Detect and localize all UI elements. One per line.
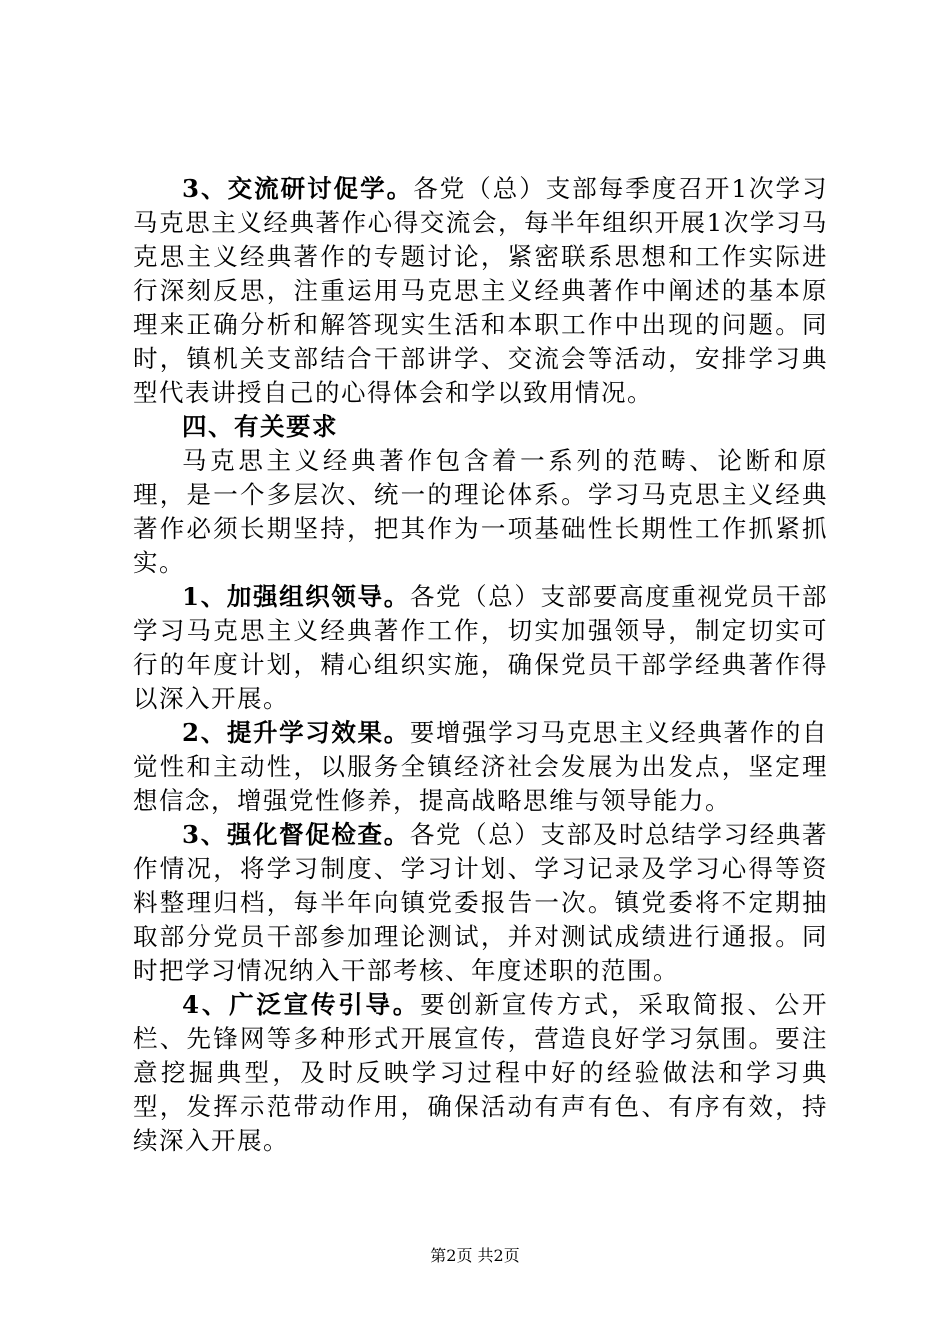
requirement-lead: 4、广泛宣传引导。: [182, 990, 421, 1019]
requirement-text: 要创新宣传方式，采取简报、公开栏、先锋网等多种形式开展宣传，营造良好学习氛围。要注意挖掘典型，及时反映学习过程中好的经验做法和学习典型，发挥示范带动作用，确保活动有声有色、有序有效，持续深入开展。: [133, 990, 829, 1155]
requirement-lead: 3、强化督促检查。: [182, 820, 410, 849]
requirement-item: [133, 580, 828, 716]
requirement-item: [133, 818, 828, 988]
requirement-lead: 2、提升学习效果。: [182, 718, 410, 747]
paragraph-exchange-discussion: [133, 172, 828, 410]
requirement-text: 要增强学习马克思主义经典著作的自觉性和主动性，以服务全镇经济社会发展为出发点，坚定理想信念，增强党性修养，提高战略思维与领导能力。: [133, 718, 829, 815]
requirement-item: [133, 988, 828, 1158]
requirement-lead: 1、加强组织领导。: [182, 582, 410, 611]
section-intro: 马克思主义经典著作包含着一系列的范畴、论断和原理，是一个多层次、统一的理论体系。学习马克思主义经典著作必须长期坚持，把其作为一项基础性长期性工作抓紧抓实。: [133, 446, 828, 577]
page-footer: [0, 1246, 950, 1266]
requirement-text: 各党（总）支部及时总结学习经典著作情况，将学习制度、学习计划、学习记录及学习心得等资料整理归档，每半年向镇党委报告一次。镇党委将不定期抽取部分党员干部参加理论测试，并对测试成绩进行通报。同时把学习情况纳入干部考核、年度述职的范围。: [133, 820, 829, 985]
section-heading: 四、有关要求: [182, 412, 338, 441]
requirement-text: 各党（总）支部要高度重视党员干部学习马克思主义经典著作工作，切实加强领导，制定切实可行的年度计划，精心组织实施，确保党员干部学经典著作得以深入开展。: [133, 582, 829, 713]
requirement-item: [133, 716, 828, 818]
page-number: 第2页 共2页: [430, 1246, 520, 1265]
paragraph-lead: 3、交流研讨促学。: [182, 174, 414, 203]
paragraph-text: 各党（总）支部每季度召开1次学习马克思主义经典著作心得交流会，每半年组织开展1次学习马克思主义经典著作的专题讨论，紧密联系思想和工作实际进行深刻反思，注重运用马克思主义经典著作中阐述的基本原理来正确分析和解答现实生活和本职工作中出现的问题。同时，镇机关支部结合干部讲学、交流会等活动，安排学习典型代表讲授自己的心得体会和学以致用情况。: [133, 174, 828, 407]
document-body: [133, 172, 828, 1158]
